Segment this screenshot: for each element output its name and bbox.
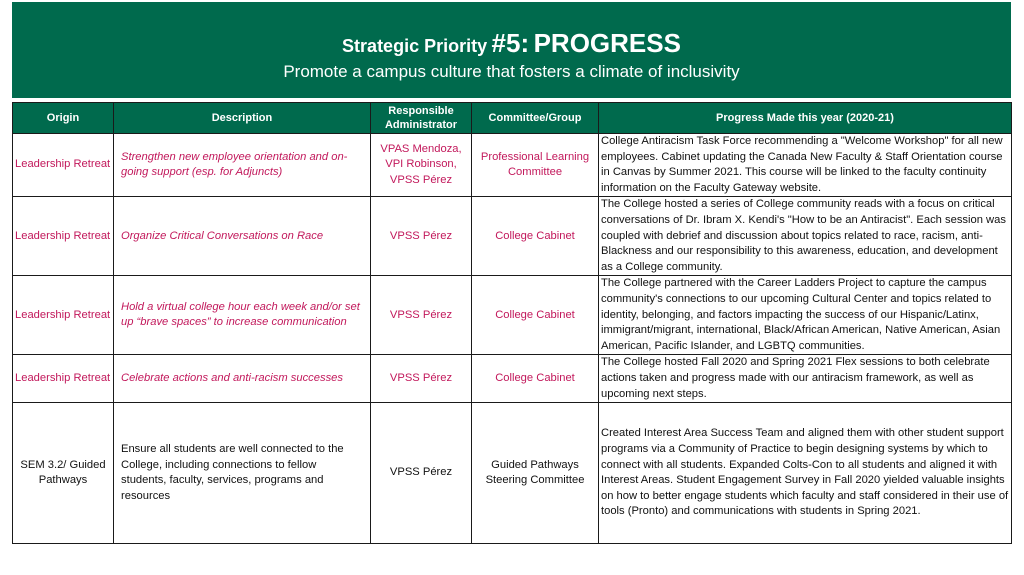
origin-cell: Leadership Retreat (13, 197, 114, 276)
origin-cell: Leadership Retreat (13, 355, 114, 403)
admin-cell: VPSS Pérez (371, 355, 472, 403)
header-committee: Committee/Group (472, 103, 599, 134)
origin-cell: Leadership Retreat (13, 276, 114, 355)
committee-cell: Guided Pathways Steering Committee (472, 403, 599, 544)
title-prefix: Strategic Priority (342, 36, 488, 56)
table-row (13, 134, 1012, 197)
committee-cell: College Cabinet (472, 197, 599, 276)
title-number: #5: (491, 28, 530, 58)
title-banner (12, 2, 1011, 98)
progress-cell: The College partnered with the Career Ladders Project to capture the campus community's connections to our upcoming Cultural Center and topics related to identity, belonging, and factors impacting the success of our Hispanic/Latinx, immigrant/migrant, international, Black/African American, Native American, Asian American, Pacific Islander, and LGBTQ communities. (599, 276, 1012, 355)
progress-cell: College Antiracism Task Force recommending a "Welcome Workshop" for all new employees. Cabinet updating the Canada New Faculty & Staff Orientation course in Canvas by Summer 2021. This course will be linked to the faculty continuity information on the Faculty Gateway website. (599, 134, 1012, 197)
header-description: Description (114, 103, 371, 134)
description-cell: Strengthen new employee orientation and on-going support (esp. for Adjuncts) (114, 134, 371, 197)
table-row (13, 197, 1012, 276)
description-cell: Celebrate actions and anti-racism successes (114, 355, 371, 403)
header-progress: Progress Made this year (2020-21) (599, 103, 1012, 134)
origin-cell: Leadership Retreat (13, 134, 114, 197)
committee-cell: College Cabinet (472, 355, 599, 403)
admin-cell: VPAS Mendoza, VPI Robinson, VPSS Pérez (371, 134, 472, 197)
progress-cell: Created Interest Area Success Team and aligned them with other student support programs via a Community of Practice to begin designing systems by which to connect with all students. Expanded Colts-Con to all students and aligned it with Interest Areas. Student Engagement Survey in Fall 2020 yielded valuable insights on how to better engage students which faculty and staff considered in their use of tools (Pronto) and communications with students in Spring 2021. (599, 403, 1012, 544)
banner-subtitle: Promote a campus culture that fosters a climate of inclusivity (283, 62, 740, 81)
header-origin: Origin (13, 103, 114, 134)
banner-title (12, 26, 1011, 65)
committee-cell: College Cabinet (472, 276, 599, 355)
description-cell: Organize Critical Conversations on Race (114, 197, 371, 276)
table-row (13, 403, 1012, 544)
origin-cell: SEM 3.2/ Guided Pathways (13, 403, 114, 544)
progress-cell: The College hosted Fall 2020 and Spring 2021 Flex sessions to both celebrate actions taken and progress made with our antiracism framework, as well as upcoming next steps. (599, 355, 1012, 403)
title-word: PROGRESS (533, 28, 681, 58)
description-cell: Hold a virtual college hour each week and/or set up “brave spaces” to increase communication (114, 276, 371, 355)
header-responsible: Responsible Administrator (371, 103, 472, 134)
committee-cell: Professional Learning Committee (472, 134, 599, 197)
admin-cell: VPSS Pérez (371, 276, 472, 355)
progress-table (12, 102, 1012, 544)
admin-cell: VPSS Pérez (371, 403, 472, 544)
admin-cell: VPSS Pérez (371, 197, 472, 276)
table-row (13, 355, 1012, 403)
progress-cell: The College hosted a series of College community reads with a focus on critical conversations of Dr. Ibram X. Kendi's "How to be an Antiracist". Each session was coupled with debrief and discussion about topics related to race, racism, anti-Blackness and our responsibility to this awareness, education, and development as a College community. (599, 197, 1012, 276)
table-header-row (13, 103, 1012, 134)
description-cell: Ensure all students are well connected to the College, including connections to fellow students, faculty, services, programs and resources (114, 403, 371, 544)
table-row (13, 276, 1012, 355)
